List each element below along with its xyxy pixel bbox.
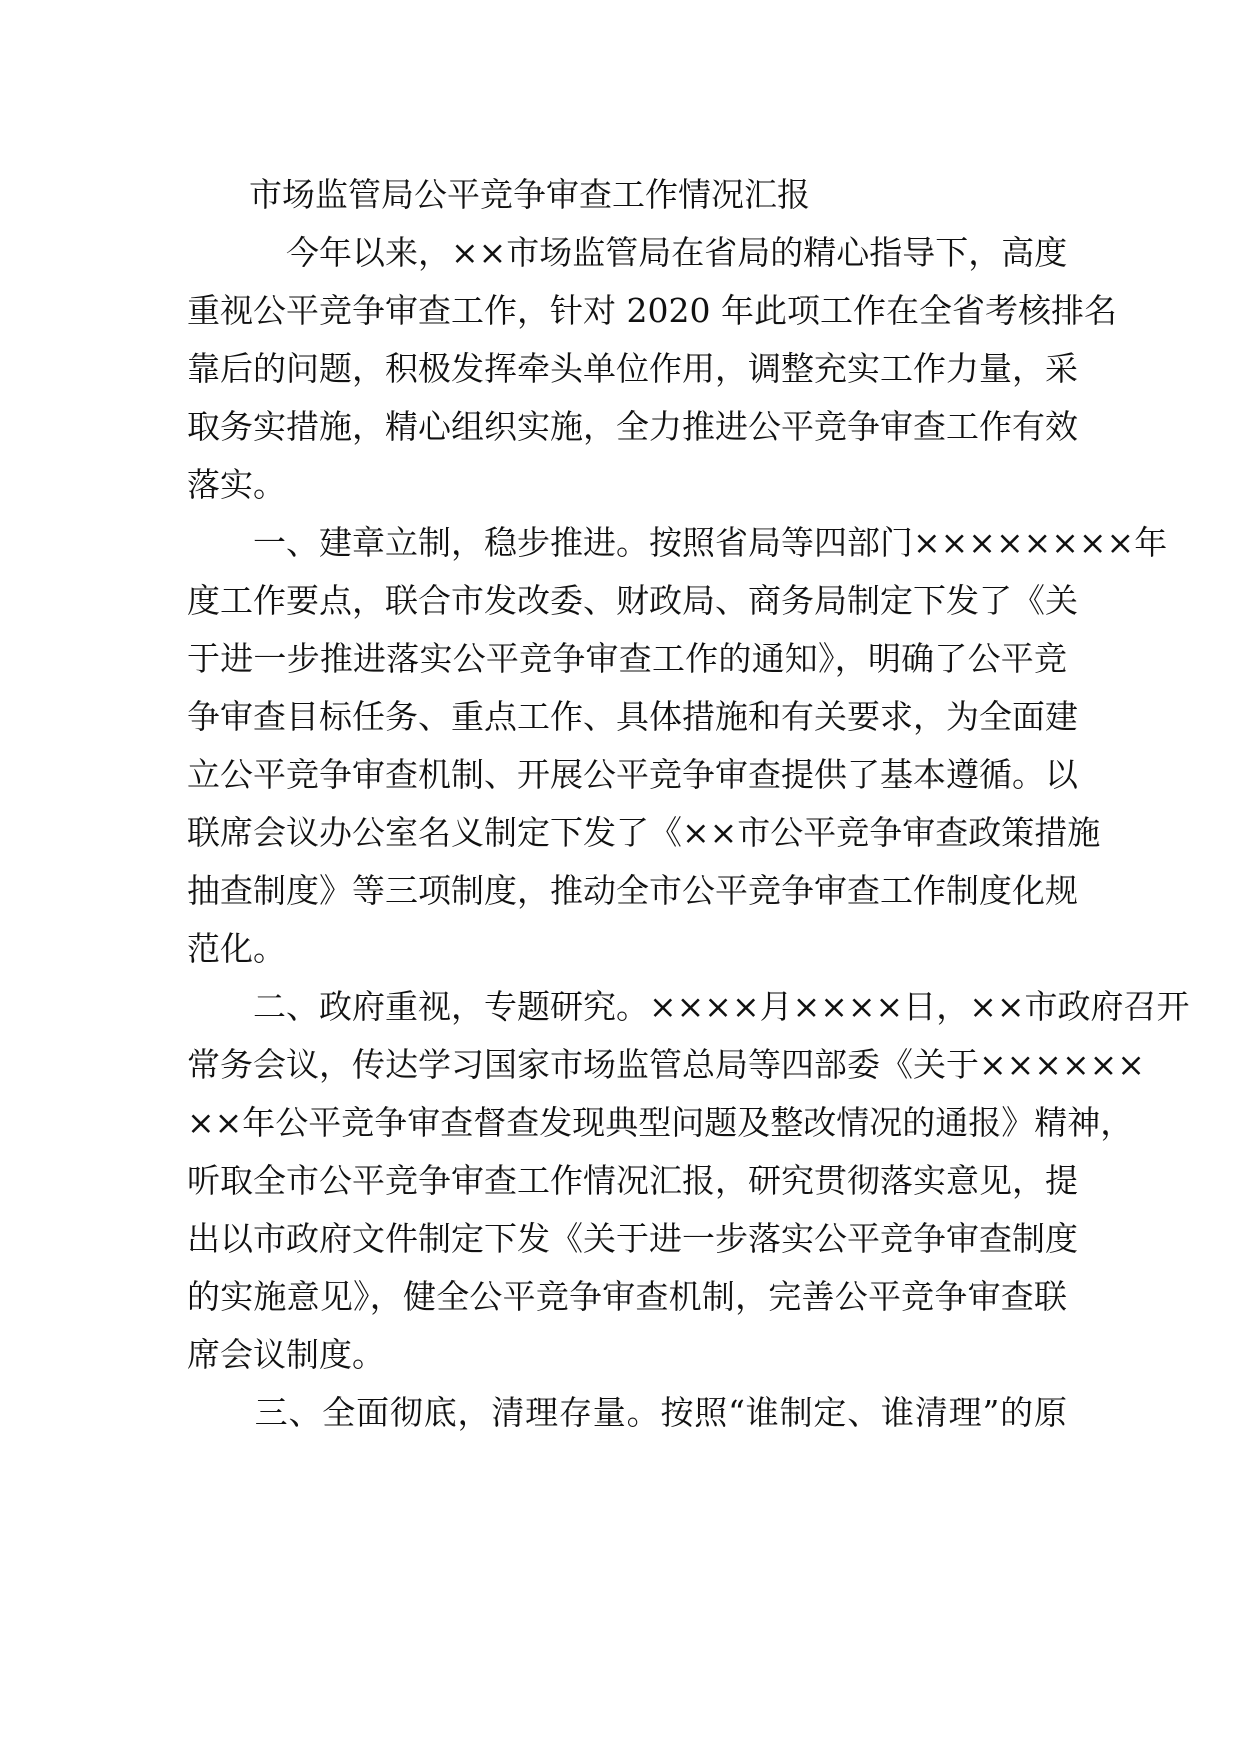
paragraph-line: 取务实措施，精心组织实施，全力推进公平竞争审查工作有效 [187, 407, 1078, 446]
paragraph-line: 抽查制度》等三项制度，推动全市公平竞争审查工作制度化规 [187, 871, 1078, 910]
paragraph-line: 一、建章立制，稳步推进。按照省局等四部门××××××××年 [187, 523, 1168, 562]
paragraph-line: 于进一步推进落实公平竞争审查工作的通知》，明确了公平竞 [187, 639, 1067, 678]
paragraph-line: 三、全面彻底，清理存量。按照“谁制定、谁清理”的原 [187, 1393, 1067, 1432]
paragraph-line: 争审查目标任务、重点工作、具体措施和有关要求，为全面建 [187, 697, 1078, 736]
paragraph-line: 联席会议办公室名义制定下发了《××市公平竞争审查政策措施 [187, 813, 1101, 852]
paragraph-line: 常务会议，传达学习国家市场监管总局等四部委《关于×××××× [187, 1045, 1145, 1084]
paragraph-line: 二、政府重视，专题研究。××××月××××日，××市政府召开 [187, 987, 1190, 1026]
paragraph-line: 席会议制度。 [187, 1335, 385, 1374]
paragraph-line: 重视公平竞争审查工作，针对 2020 年此项工作在全省考核排名 [187, 291, 1117, 330]
paragraph-line: 范化。 [187, 929, 286, 968]
paragraph-line: 出以市政府文件制定下发《关于进一步落实公平竞争审查制度 [187, 1219, 1078, 1258]
paragraph-line: 听取全市公平竞争审查工作情况汇报，研究贯彻落实意见，提 [187, 1161, 1078, 1200]
paragraph-line: 立公平竞争审查机制、开展公平竞争审查提供了基本遵循。以 [187, 755, 1078, 794]
paragraph-line: 度工作要点，联合市发改委、财政局、商务局制定下发了《关 [187, 581, 1078, 620]
paragraph-line: 落实。 [187, 465, 286, 504]
paragraph-line: 的实施意见》，健全公平竞争审查机制，完善公平竞争审查联 [187, 1277, 1067, 1316]
paragraph-line: ××年公平竞争审查督查发现典型问题及整改情况的通报》精神， [187, 1103, 1134, 1142]
paragraph-line: 靠后的问题，积极发挥牵头单位作用，调整充实工作力量，采 [187, 349, 1078, 388]
paragraph-line: 今年以来，××市场监管局在省局的精心指导下，高度 [187, 233, 1068, 272]
document-title: 市场监管局公平竞争审查工作情况汇报 [249, 175, 810, 214]
